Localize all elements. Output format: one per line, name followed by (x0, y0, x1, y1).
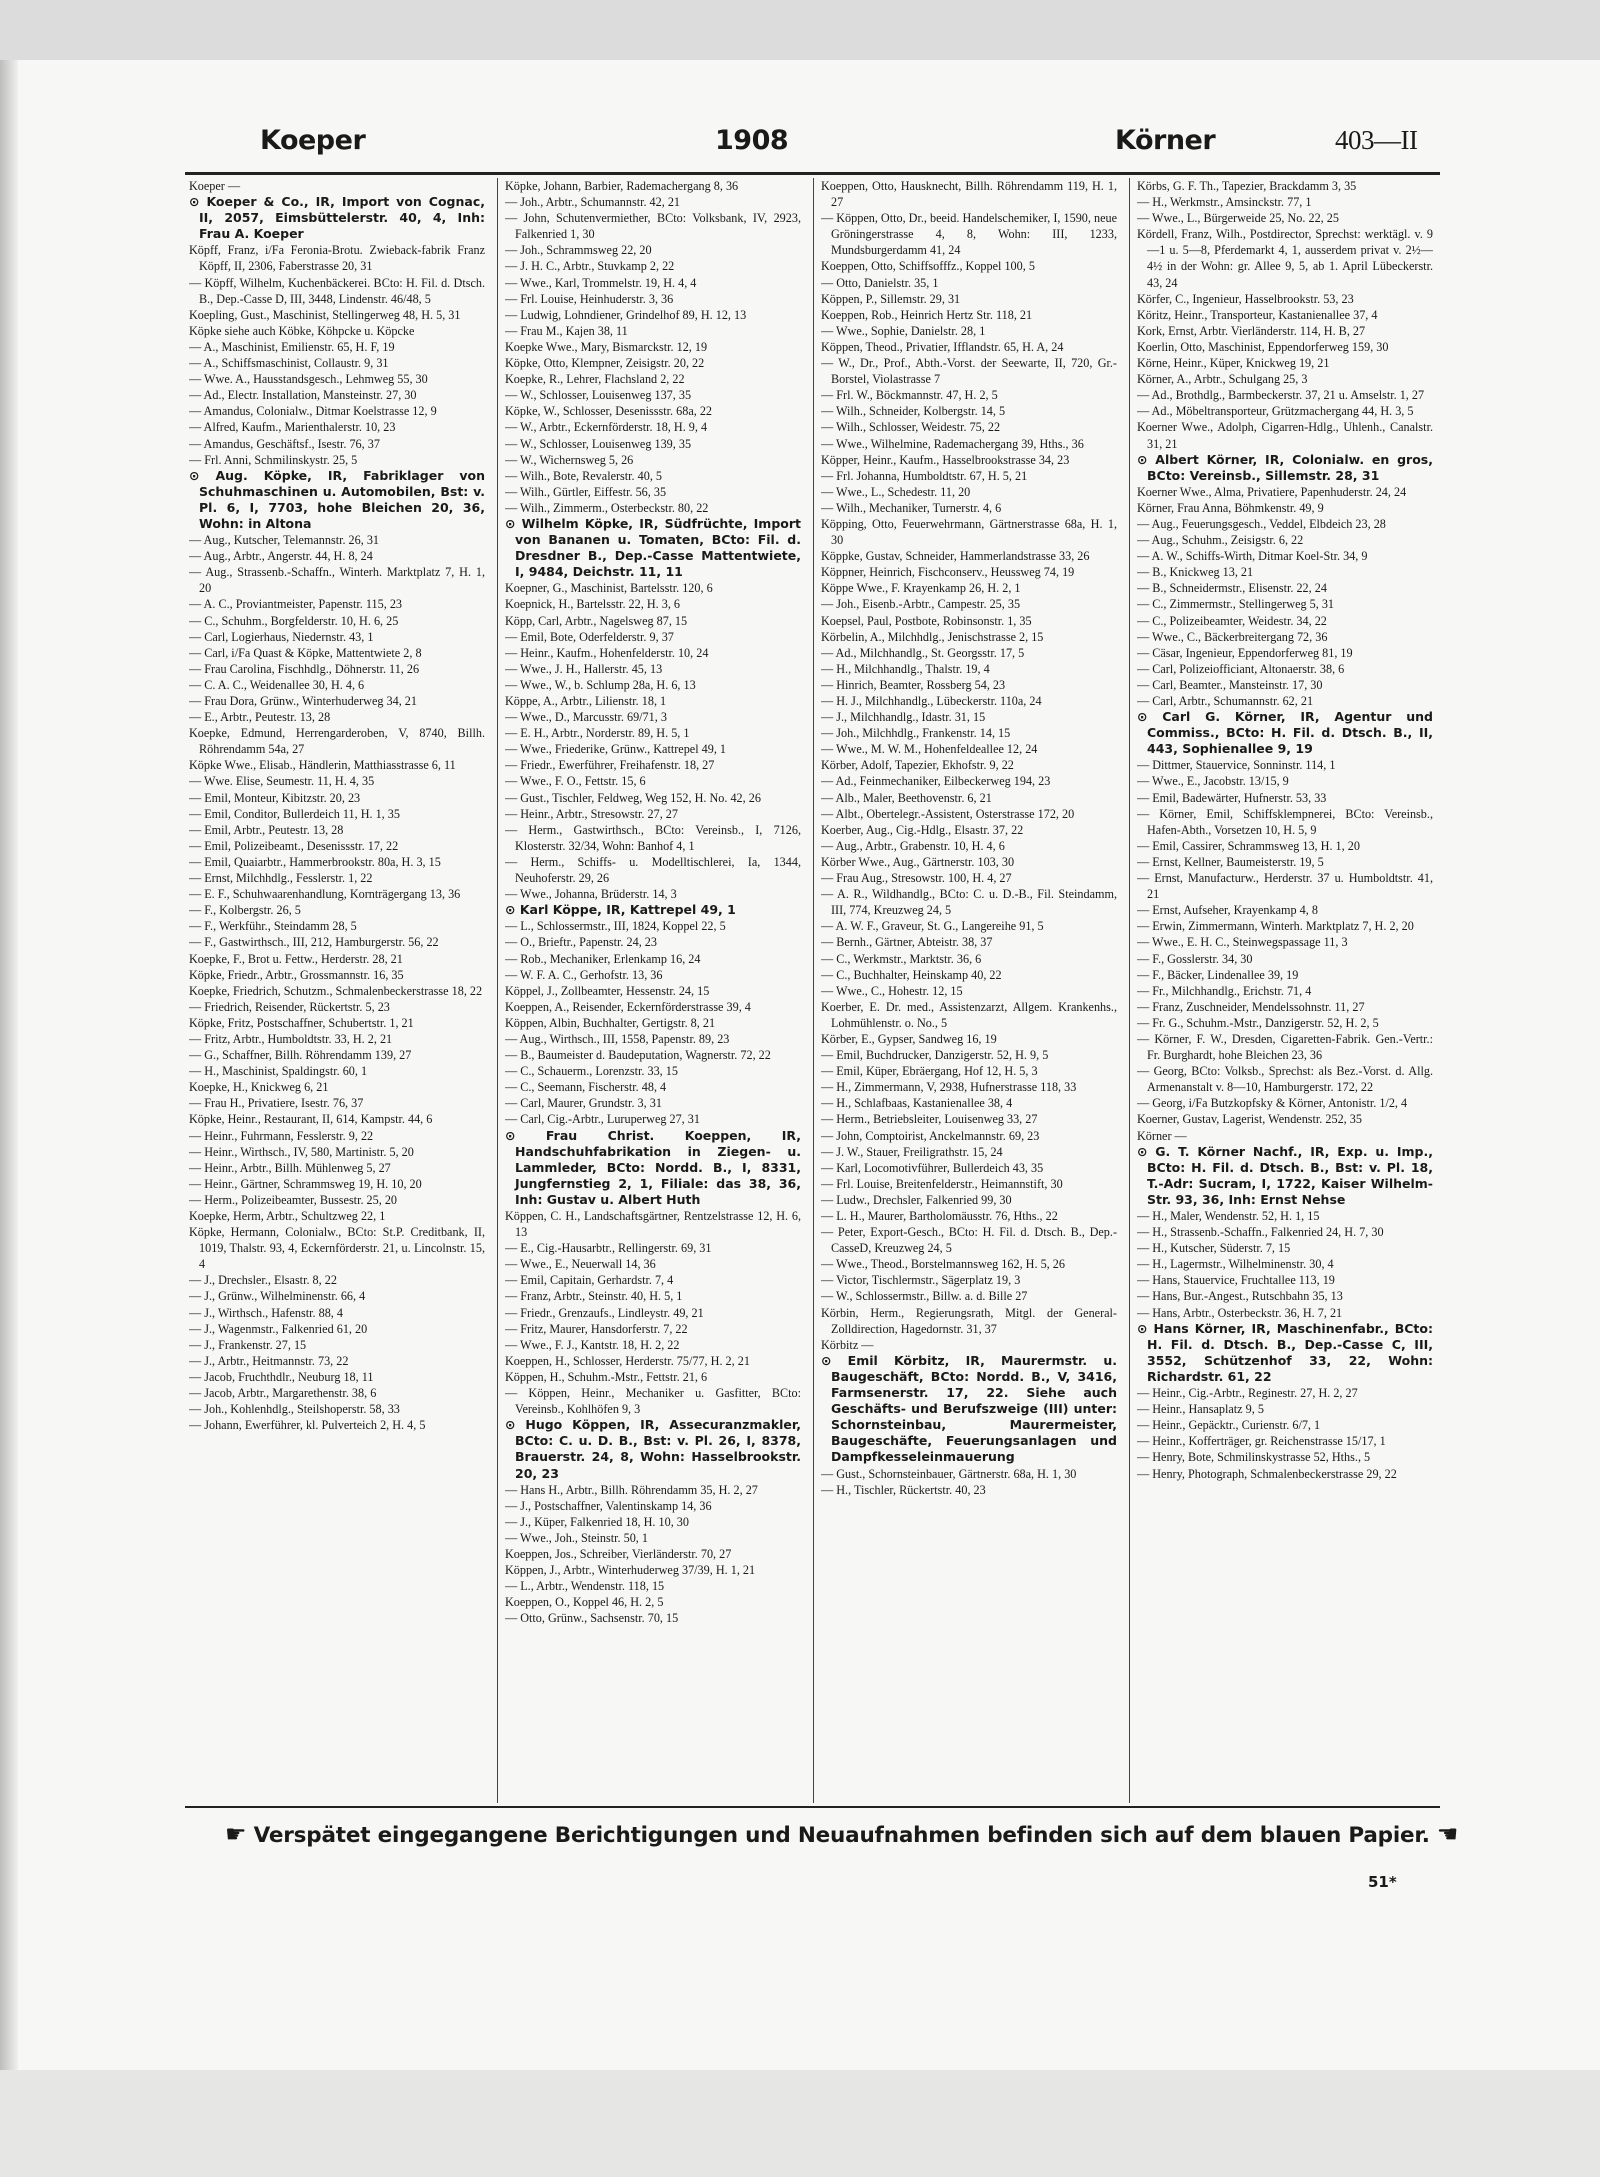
directory-entry: Köpp, Carl, Arbtr., Nagelsweg 87, 15 (505, 613, 688, 628)
directory-entry: — Frl. Louise, Breitenfelderstr., Heimannstift, 30 (821, 1176, 1063, 1191)
directory-entry: — L. H., Maurer, Bartholomäusstr. 76, Hths., 22 (821, 1209, 1058, 1223)
directory-entry: — Ernst, Manufacturw., Herderstr. 37 u. Humboldtstr. 41, 21 (1137, 871, 1433, 902)
directory-entry: — Georg, i/Fa Butzkopfsky & Körner, Antonistr. 1/2, 4 (1137, 1096, 1408, 1111)
directory-entry: — Emil, Cassirer, Schrammsweg 13, H. 1, 20 (1137, 838, 1360, 853)
directory-entry: — J., Drechsler., Elsastr. 8, 22 (189, 1273, 337, 1288)
directory-entry: — Wwe., E., Neuerwall 14, 36 (505, 1257, 656, 1272)
directory-entry: — H., Lagermstr., Wilhelminenstr. 30, 4 (1137, 1257, 1334, 1272)
directory-entry: — F., Kolbergstr. 26, 5 (189, 903, 301, 918)
directory-entry: ⊙ Karl Köppe, IR, Kattrepel 49, 1 (505, 902, 736, 918)
directory-entry: — Frau Carolina, Fischhdlg., Döhnerstr. 11, 26 (189, 661, 420, 676)
directory-entry: — L., Arbtr., Wendenstr. 118, 15 (505, 1579, 665, 1594)
directory-entry: — Aug., Feuerungsgesch., Veddel, Elbdeich 23, 28 (1137, 516, 1386, 531)
directory-entry: Koeppen, O., Koppel 46, H. 2, 5 (505, 1595, 664, 1610)
directory-entry: Köppen, J., Arbtr., Winterhuderweg 37/39, H. 1, 21 (505, 1563, 756, 1578)
directory-entry: Köpke, Johann, Barbier, Rademachergang 8, 36 (505, 179, 739, 193)
directory-entry: — Friedr., Ewerführer, Freihafenstr. 18, 27 (505, 758, 715, 773)
directory-entry: — J., Wirthsch., Hafenstr. 88, 4 (189, 1305, 343, 1320)
directory-entry: — C., Zimmermstr., Stellingerweg 5, 31 (1137, 597, 1335, 612)
directory-entry: — Frau Aug., Stresowstr. 100, H. 4, 27 (821, 871, 1012, 886)
directory-entry: — Herm., Betriebsleiter, Louisenweg 33, 27 (821, 1112, 1038, 1127)
directory-entry: ⊙ Emil Körbitz, IR, Maurermstr. u. Baugeschäft, BCto: Nordd. B., V, 3416, Farmsenerstr. 17, 22. Siehe auch Geschäfts- und Berufszweige (III) unter: Schornsteinbau, Maurermeister, Baugeschäfte, Feuerungsanlagen und Dampfkesseleinmauerung (821, 1352, 1117, 1465)
directory-entry: — Wilh., Schlosser, Weidestr. 75, 22 (821, 420, 1001, 435)
directory-entry: Koepling, Gust., Maschinist, Stellingerweg 48, H. 5, 31 (189, 307, 461, 322)
directory-entry: — Wwe., Johanna, Brüderstr. 14, 3 (505, 887, 677, 902)
book-spine-shadow (0, 60, 18, 2070)
directory-entry: — C., Buchhalter, Heinskamp 40, 22 (821, 967, 1002, 982)
directory-entry: — Emil, Bote, Oderfelderstr. 9, 37 (505, 629, 674, 644)
directory-column-4 (1137, 178, 1433, 1803)
directory-entry: — Wwe., E. H. C., Steinwegspassage 11, 3 (1137, 935, 1348, 950)
directory-entry: Köppel, J., Zollbeamter, Hessenstr. 24, 15 (505, 983, 710, 998)
directory-entry: Körner, Frau Anna, Böhmkenstr. 49, 9 (1137, 500, 1324, 515)
directory-entry: ⊙ G. T. Körner Nachf., IR, Exp. u. Imp., BCto: H. Fil. d. Dtsch. B., Bst: v. Pl. 18, T.-Adr: Sucram, I, 1722, Kaiser Wilhelm-Str. 93, 36, Inh: Ernst Nehse (1137, 1143, 1433, 1207)
directory-entry: — C., Schuhm., Borgfelderstr. 10, H. 6, 25 (189, 613, 399, 628)
directory-entry: — Wilh., Mechaniker, Turnerstr. 4, 6 (821, 500, 1002, 515)
directory-entry: — Victor, Tischlermstr., Sägerplatz 19, 3 (821, 1273, 1021, 1288)
directory-entry: — Joh., Schrammsweg 22, 20 (505, 243, 652, 258)
directory-entry: Körbitz — (821, 1337, 874, 1352)
directory-entry: — F., Werkführ., Steindamm 28, 5 (189, 919, 357, 934)
directory-entry: — Wwe., Joh., Steinstr. 50, 1 (505, 1530, 648, 1545)
directory-entry: — Ad., Möbeltransporteur, Grützmachergang 44, H. 3, 5 (1137, 404, 1414, 419)
directory-entry: Köpke, W., Schlosser, Desenissstr. 68a, 22 (505, 404, 713, 419)
directory-entry: — Emil, Buchdrucker, Danzigerstr. 52, H. 9, 5 (821, 1048, 1049, 1063)
directory-entry: — Wilh., Bote, Revalerstr. 40, 5 (505, 468, 663, 483)
directory-entry: — J., Wagenmstr., Falkenried 61, 20 (189, 1321, 368, 1336)
directory-entry: — Wwe., F. J., Kantstr. 18, H. 2, 22 (505, 1337, 680, 1352)
directory-entry: Köpper, Heinr., Kaufm., Hasselbrookstrasse 34, 23 (821, 452, 1070, 467)
directory-entry: — Heinr., Fuhrmann, Fesslerstr. 9, 22 (189, 1128, 374, 1143)
directory-entry: — Emil, Küper, Ebräergang, Hof 12, H. 5, 3 (821, 1064, 1038, 1079)
directory-entry: — Ad., Electr. Installation, Mansteinstr. 27, 30 (189, 388, 417, 403)
directory-entry: — Heinr., Kofferträger, gr. Reichenstrasse 15/17, 1 (1137, 1434, 1386, 1449)
directory-entry: — Frau Dora, Grünw., Winterhuderweg 34, 21 (189, 694, 417, 708)
directory-entry: — Carl, Arbtr., Schumannstr. 62, 21 (1137, 694, 1314, 708)
directory-entry: — John, Schutenvermiether, BCto: Volksbank, IV, 2923, Falkenried 1, 30 (505, 211, 801, 242)
directory-entry: — Frl. Louise, Heinhuderstr. 3, 36 (505, 291, 674, 306)
directory-entry: — Emil, Capitain, Gerhardstr. 7, 4 (505, 1273, 674, 1288)
pointing-hand-icon: ☛ (1436, 1820, 1459, 1848)
directory-entry: — Alb., Maler, Beethovenstr. 6, 21 (821, 790, 992, 805)
directory-entry: — Wwe., M. W. M., Hohenfeldeallee 12, 24 (821, 742, 1038, 757)
directory-entry: — John, Comptoirist, Anckelmannstr. 69, 23 (821, 1128, 1040, 1143)
directory-entry: Köppen, H., Schuhm.-Mstr., Fettstr. 21, 6 (505, 1369, 708, 1384)
directory-entry: — Henry, Bote, Schmilinskystrasse 52, Hths., 5 (1137, 1450, 1371, 1465)
directory-entry: — J. H. C., Arbtr., Stuvkamp 2, 22 (505, 259, 675, 274)
directory-entry: — Frl. Anni, Schmilinskystr. 25, 5 (189, 452, 358, 467)
directory-entry: — Georg, BCto: Volksb., Sprechst: als Bez.-Vorst. d. Allg. Armenanstalt v. 8—10, Hamburgerstr. 172, 22 (1137, 1064, 1433, 1095)
directory-entry: — Körner, Emil, Schiffsklempnerei, BCto: Vereinsb., Hafen-Abth., Vorsetzen 10, H. 5, 9 (1137, 806, 1433, 837)
directory-entry: — Carl, Beamter., Mansteinstr. 17, 30 (1137, 677, 1323, 692)
directory-entry: — E., Cig.-Hausarbtr., Rellingerstr. 69, 31 (505, 1241, 712, 1256)
directory-entry: — A., Schiffsmaschinist, Collaustr. 9, 31 (189, 356, 389, 371)
directory-entry: — Carl, Cig.-Arbtr., Luruperweg 27, 31 (505, 1112, 700, 1127)
directory-entry: — H., Schlafbaas, Kastanienallee 38, 4 (821, 1096, 1013, 1111)
directory-entry: Kördell, Franz, Wilh., Postdirector, Sprechst: werktägl. v. 9—1 u. 5—8, Pferdemarkt 4, 1, ausserdem privat v. 2½—4½ in der Wohn: gr. Allee 9, 5, ab 1. April Lübeckerstr. 43, 24 (1137, 227, 1433, 290)
header-first-entry: Koeper (260, 125, 366, 156)
directory-entry: Körber, E., Gypser, Sandweg 16, 19 (821, 1031, 997, 1046)
directory-entry: — Frau H., Privatiere, Isestr. 76, 37 (189, 1096, 364, 1111)
directory-entry: Körfer, C., Ingenieur, Hasselbrookstr. 53, 23 (1137, 291, 1354, 306)
footer-rule (185, 1806, 1440, 1808)
directory-entry: — Aug., Schuhm., Zeisigstr. 6, 22 (1137, 533, 1304, 548)
directory-entry: — Aug., Arbtr., Grabenstr. 10, H. 4, 6 (821, 838, 1005, 853)
directory-entry: — H., Tischler, Rückertstr. 40, 23 (821, 1482, 986, 1497)
directory-entry: Koeppen, Jos., Schreiber, Vierländerstr. 70, 27 (505, 1546, 732, 1561)
directory-entry: — Erwin, Zimmermann, Winterh. Marktplatz 7, H. 2, 20 (1137, 919, 1414, 934)
directory-entry: Körner — (1137, 1128, 1187, 1143)
directory-entry: — H., Kutscher, Süderstr. 7, 15 (1137, 1241, 1291, 1256)
directory-entry: Koepsel, Paul, Postbote, Robinsonstr. 1, 35 (821, 613, 1032, 628)
directory-entry: Köpke Wwe., Elisab., Händlerin, Matthiasstrasse 6, 11 (189, 758, 456, 773)
directory-entry: — Karl, Locomotivführer, Bullerdeich 43, 35 (821, 1160, 1044, 1175)
directory-entry: — Hans, Stauervice, Fruchtallee 113, 19 (1137, 1273, 1335, 1288)
directory-entry: ⊙ Koeper & Co., IR, Import von Cognac, II, 2057, Eimsbüttelerstr. 40, 4, Inh: Frau A. Koeper (189, 194, 485, 242)
column-divider (497, 178, 498, 1803)
directory-entry: — B., Knickweg 13, 21 (1137, 565, 1254, 580)
directory-entry: — G., Schaffner, Billh. Röhrendamm 139, 27 (189, 1048, 412, 1063)
directory-entry: — Henry, Photograph, Schmalenbeckerstrasse 29, 22 (1137, 1466, 1397, 1481)
directory-entry: — Joh., Eisenb.-Arbtr., Campestr. 25, 35 (821, 597, 1021, 612)
directory-entry: — J., Frankenstr. 27, 15 (189, 1337, 307, 1352)
directory-entry: Köppner, Heinrich, Fischconserv., Heussweg 74, 19 (821, 565, 1075, 580)
directory-entry: — Fr., Milchhandlg., Erichstr. 71, 4 (1137, 983, 1312, 998)
directory-entry: — Carl, Maurer, Grundstr. 3, 31 (505, 1096, 662, 1111)
directory-entry: — H., Zimmermann, V, 2938, Hufnerstrasse 118, 33 (821, 1080, 1077, 1095)
directory-column-2 (505, 178, 801, 1803)
directory-entry: — J., Grünw., Wilhelminenstr. 66, 4 (189, 1289, 366, 1304)
directory-entry: — Aug., Arbtr., Angerstr. 44, H. 8, 24 (189, 549, 373, 564)
directory-entry: Koepke, Herm, Arbtr., Schultzweg 22, 1 (189, 1209, 386, 1223)
directory-entry: — Emil, Monteur, Kibitzstr. 20, 23 (189, 790, 361, 805)
directory-entry: — B., Schneidermstr., Elisenstr. 22, 24 (1137, 581, 1327, 596)
directory-entry: Koepke, Edmund, Herrengarderoben, V, 8740, Billh. Röhrendamm 54a, 27 (189, 726, 485, 757)
directory-entry: — W., Schlosser, Louisenweg 137, 35 (505, 388, 692, 403)
directory-entry: — Wwe., W., b. Schlump 28a, H. 6, 13 (505, 677, 696, 692)
directory-entry: — J., Küper, Falkenried 18, H. 10, 30 (505, 1514, 689, 1529)
directory-entry: — Wwe., Sophie, Danielstr. 28, 1 (821, 323, 986, 338)
directory-entry: — H., Strassenb.-Schaffn., Falkenried 24, H. 7, 30 (1137, 1225, 1384, 1240)
directory-entry: — Wwe., C., Hohestr. 12, 15 (821, 983, 963, 998)
directory-entry: Köppen, Albin, Buchhalter, Gertigstr. 8, 21 (505, 1015, 716, 1030)
directory-entry: — W. F. A. C., Gerhofstr. 13, 36 (505, 967, 663, 982)
directory-entry: — Aug., Kutscher, Telemannstr. 26, 31 (189, 533, 380, 548)
directory-entry: — Gust., Tischler, Feldweg, Weg 152, H. No. 42, 26 (505, 790, 761, 805)
directory-entry: — Wwe. Elise, Seumestr. 11, H. 4, 35 (189, 774, 375, 789)
directory-entry: — A. W. F., Graveur, St. G., Langereihe 91, 5 (821, 919, 1044, 934)
directory-entry: — W., Schlossermstr., Billw. a. d. Bille 27 (821, 1289, 1028, 1304)
directory-entry: — Ludwig, Lohndiener, Grindelhof 89, H. 12, 13 (505, 307, 747, 322)
column-divider (813, 178, 814, 1803)
directory-entry: — J., Arbtr., Heitmannstr. 73, 22 (189, 1353, 349, 1368)
directory-entry: ⊙ Frau Christ. Koeppen, IR, Handschuhfabrikation in Ziegen- u. Lammleder, BCto: Nordd. B., I, 8331, Jungfernstieg 2, 1, Filiale: das 38, 36, Inh: Gustav u. Albert Huth (505, 1127, 801, 1207)
column-divider (1129, 178, 1130, 1803)
directory-entry: Koeppen, Rob., Heinrich Hertz Str. 118, 21 (821, 307, 1033, 322)
directory-entry: — Amandus, Colonialw., Ditmar Koelstrasse 12, 9 (189, 404, 437, 419)
directory-entry: — Wwe., D., Marcusstr. 69/71, 3 (505, 710, 667, 725)
directory-entry: ⊙ Carl G. Körner, IR, Agentur und Commiss., BCto: H. Fil. d. Dtsch. B., II, 443, Sophienallee 9, 19 (1137, 709, 1433, 757)
directory-entry: — Ad., Brothdlg., Barmbeckerstr. 37, 21 u. Amselstr. 1, 27 (1137, 388, 1425, 403)
directory-entry: Koepnick, H., Bartelsstr. 22, H. 3, 6 (505, 597, 681, 612)
directory-entry: Köppen, Theod., Privatier, Ifflandstr. 65, H. A, 24 (821, 339, 1064, 354)
directory-entry: Koerber, E. Dr. med., Assistenzarzt, Allgem. Krankenhs., Lohmühlenstr. o. No., 5 (821, 999, 1117, 1030)
directory-entry: Köppe, A., Arbtr., Lilienstr. 18, 1 (505, 694, 667, 708)
directory-entry: — H., Milchhandlg., Thalstr. 19, 4 (821, 661, 990, 676)
directory-entry: — Wwe., Friederike, Grünw., Kattrepel 49, 1 (505, 742, 727, 757)
directory-entry: — Heinr., Arbtr., Stresowstr. 27, 27 (505, 806, 678, 821)
directory-entry: — H., Maler, Wendenstr. 52, H. 1, 15 (1137, 1209, 1320, 1223)
directory-entry: ⊙ Aug. Köpke, IR, Fabriklager von Schuhmaschinen u. Automobilen, Bst: v. Pl. 6, I, 7703, hohe Bleichen 20, 36, Wohn: in Altona (189, 467, 485, 531)
directory-entry: — Carl, i/Fa Quast & Köpke, Mattentwiete 2, 8 (189, 645, 422, 660)
directory-entry: — C. A. C., Weidenallee 30, H. 4, 6 (189, 677, 365, 692)
directory-entry: — Ernst, Milchhdlg., Fesslerstr. 1, 22 (189, 871, 373, 886)
header-rule (185, 172, 1440, 175)
directory-entry: Koerner Wwe., Adolph, Cigarren-Hdlg., Uhlenh., Canalstr. 31, 21 (1137, 420, 1433, 451)
directory-entry: Körbs, G. F. Th., Tapezier, Brackdamm 3, 35 (1137, 179, 1357, 193)
directory-entry: — Otto, Grünw., Sachsenstr. 70, 15 (505, 1611, 679, 1626)
directory-entry: Koeppen, H., Schlosser, Herderstr. 75/77, H. 2, 21 (505, 1353, 750, 1368)
directory-entry: — Joh., Milchhdlg., Frankenstr. 14, 15 (821, 726, 1011, 741)
directory-entry: Köpping, Otto, Feuerwehrmann, Gärtnerstrasse 68a, H. 1, 30 (821, 516, 1117, 548)
directory-entry: — Ludw., Drechsler, Falkenried 99, 30 (821, 1192, 1012, 1207)
directory-entry: — Aug., Strassenb.-Schaffn., Winterh. Marktplatz 7, H. 1, 20 (189, 565, 485, 596)
directory-entry: — Wwe., J. H., Hallerstr. 45, 13 (505, 661, 663, 676)
directory-entry: — Herm., Polizeibeamter, Bussestr. 25, 20 (189, 1192, 398, 1207)
directory-entry: — Wwe., L., Schedestr. 11, 20 (821, 484, 971, 499)
directory-entry: Köppen, P., Sillemstr. 29, 31 (821, 291, 961, 306)
directory-entry: — A. C., Proviantmeister, Papenstr. 115, 23 (189, 597, 403, 612)
directory-entry: — Wwe., Theod., Borstelmannsweg 162, H. 5, 26 (821, 1257, 1065, 1272)
directory-entry: — Ernst, Kellner, Baumeisterstr. 19, 5 (1137, 854, 1324, 869)
directory-entry: — Heinr., Hansaplatz 9, 5 (1137, 1402, 1264, 1417)
directory-entry: Köpke, Fritz, Postschaffner, Schubertstr. 1, 21 (189, 1015, 414, 1030)
directory-entry: Kork, Ernst, Arbtr. Vierländerstr. 114, H. B, 27 (1137, 323, 1366, 338)
directory-entry: — Wwe., Karl, Trommelstr. 19, H. 4, 4 (505, 275, 697, 290)
directory-entry: — Ad., Feinmechaniker, Eilbeckerweg 194, 23 (821, 774, 1051, 789)
directory-entry: — Heinr., Wirthsch., IV, 580, Martinistr. 5, 20 (189, 1144, 414, 1159)
directory-entry: — A., Maschinist, Emilienstr. 65, H. F, 19 (189, 339, 395, 354)
directory-entry: Köritz, Heinr., Transporteur, Kastanienallee 37, 4 (1137, 307, 1378, 322)
directory-entry: — Hinrich, Beamter, Rossberg 54, 23 (821, 677, 1006, 692)
directory-entry: — J. W., Stauer, Freiligrathstr. 15, 24 (821, 1144, 1003, 1159)
directory-entry: — Dittmer, Stauervice, Sonninstr. 114, 1 (1137, 758, 1336, 773)
directory-entry: — H. J., Milchhandlg., Lübeckerstr. 110a, 24 (821, 694, 1042, 708)
page-header (190, 125, 1440, 165)
directory-entry: — Herm., Gastwirthsch., BCto: Vereinsb., I, 7126, Klosterstr. 32/34, Wohn: Banhof 4, 1 (505, 822, 801, 853)
directory-entry: Körber, Adolf, Tapezier, Ekhofstr. 9, 22 (821, 758, 1014, 773)
directory-entry: ⊙ Hans Körner, IR, Maschinenfabr., BCto: H. Fil. d. Dtsch. B., Dep.-Casse C, III, 3552, Schützenhof 33, 22, Wohn: Richardstr. 61, 22 (1137, 1320, 1433, 1384)
directory-entry: — Gust., Schornsteinbauer, Gärtnerstr. 68a, H. 1, 30 (821, 1466, 1077, 1481)
directory-entry: — E. F., Schuhwaarenhandlung, Kornträgergang 13, 36 (189, 887, 461, 902)
directory-entry: — Otto, Danielstr. 35, 1 (821, 275, 939, 290)
directory-entry: — L., Schlossermstr., III, 1824, Koppel 22, 5 (505, 919, 726, 934)
directory-entry: Köpke siehe auch Köbke, Köhpcke u. Köpcke (189, 323, 415, 338)
directory-entry: — Emil, Arbtr., Peutestr. 13, 28 (189, 822, 344, 837)
directory-entry: — F., Bäcker, Lindenallee 39, 19 (1137, 967, 1299, 982)
directory-entry: — Heinr., Gärtner, Schrammsweg 19, H. 10, 20 (189, 1176, 422, 1191)
notice-text: Verspätet eingegangene Berichtigungen und Neuaufnahmen befinden sich auf dem blauen Papier. (253, 1823, 1430, 1848)
directory-entry: — Peter, Export-Gesch., BCto: H. Fil. d. Dtsch. B., Dep.-CasseD, Kreuzweg 24, 5 (821, 1225, 1117, 1256)
directory-entry: — Franz, Zuschneider, Mendelssohnstr. 11, 27 (1137, 999, 1365, 1014)
scan-bottom-edge (0, 2070, 1600, 2177)
directory-entry: — Friedrich, Reisender, Rückertstr. 5, 23 (189, 999, 390, 1014)
directory-entry: — Emil, Conditor, Bullerdeich 11, H. 1, 35 (189, 806, 400, 821)
pointing-hand-icon: ☛ (225, 1820, 247, 1848)
directory-entry: Koerner, Gustav, Lagerist, Wendenstr. 252, 35 (1137, 1112, 1362, 1127)
directory-entry: Koepke, R., Lehrer, Flachsland 2, 22 (505, 372, 685, 387)
directory-entry: Köppe Wwe., F. Krayenkamp 26, H. 2, 1 (821, 581, 1021, 596)
directory-entry: Körbelin, A., Milchhdlg., Jenischstrasse 2, 15 (821, 629, 1044, 644)
directory-entry: Koepke, H., Knickweg 6, 21 (189, 1080, 329, 1095)
directory-entry: — Jacob, Arbtr., Margarethenstr. 38, 6 (189, 1386, 377, 1401)
directory-entry: — Carl, Logierhaus, Niedernstr. 43, 1 (189, 629, 374, 644)
directory-entry: — Wilh., Gürtler, Eiffestr. 56, 35 (505, 484, 667, 499)
directory-entry: — Emil, Badewärter, Hufnerstr. 53, 33 (1137, 790, 1327, 805)
directory-entry: — Bernh., Gärtner, Abteistr. 38, 37 (821, 935, 993, 950)
directory-entry: — W., Arbtr., Eckernförderstr. 18, H. 9, 4 (505, 420, 708, 435)
directory-entry: — Joh., Kohlenhdlg., Steilshoperstr. 58, 33 (189, 1402, 400, 1417)
directory-entry: — Wwe. A., Hausstandsgesch., Lehmweg 55, 30 (189, 372, 428, 387)
directory-entry: — Körner, F. W., Dresden, Cigaretten-Fabrik. Gen.-Vertr.: Fr. Burghardt, hohe Bleichen 23, 36 (1137, 1031, 1433, 1063)
scan-top-edge (0, 0, 1600, 60)
directory-entry: — Ad., Milchhandlg., St. Georgsstr. 17, 5 (821, 645, 1025, 660)
directory-entry: — Emil, Polizeibeamt., Desenissstr. 17, 22 (189, 838, 399, 853)
directory-entry: — Wilh., Schneider, Kolbergstr. 14, 5 (821, 404, 1006, 419)
directory-entry: — Amandus, Geschäftsf., Isestr. 76, 37 (189, 436, 380, 451)
directory-entry: — A. R., Wildhandlg., BCto: C. u. D.-B., Fil. Steindamm, III, 774, Kreuzweg 24, 5 (821, 887, 1117, 918)
directory-entry: Köpke, Hermann, Colonialw., BCto: St.P. Creditbank, II, 1019, Thalstr. 93, 4, Eckernförderstr. 21, u. Lincolnstr. 15, 4 (189, 1225, 485, 1272)
footer-notice (225, 1820, 1459, 1860)
directory-entry: — Hans, Bur.-Angest., Rutschbahn 35, 13 (1137, 1289, 1343, 1304)
directory-entry: — C., Polizeibeamter, Weidestr. 34, 22 (1137, 613, 1327, 628)
directory-entry: Koepke Wwe., Mary, Bismarckstr. 12, 19 (505, 339, 708, 354)
directory-entry: Koepner, G., Maschinist, Bartelsstr. 120, 6 (505, 581, 713, 596)
directory-entry: Koerber, Aug., Cig.-Hdlg., Elsastr. 37, 22 (821, 822, 1024, 837)
directory-entry: Köpff, Franz, i/Fa Feronia-Brotu. Zwieback-fabrik Franz Köpff, II, 2306, Faberstrasse 20, 31 (189, 243, 485, 274)
directory-entry: — J., Postschaffner, Valentinskamp 14, 36 (505, 1498, 712, 1513)
directory-entry: ⊙ Albert Körner, IR, Colonialw. en gros, BCto: Vereinsb., Sillemstr. 28, 31 (1137, 451, 1433, 483)
directory-entry: — Heinr., Gepäcktr., Curienstr. 6/7, 1 (1137, 1418, 1321, 1433)
directory-entry: Koerlin, Otto, Maschinist, Eppendorferweg 159, 30 (1137, 339, 1389, 354)
directory-entry: — C., Seemann, Fischerstr. 48, 4 (505, 1080, 667, 1095)
directory-entry: Koepke, Friedrich, Schutzm., Schmalenbeckerstrasse 18, 22 (189, 983, 483, 998)
directory-entry: — Jacob, Fruchthdlr., Neuburg 18, 11 (189, 1369, 374, 1384)
directory-entry: — F., Gastwirthsch., III, 212, Hamburgerstr. 56, 22 (189, 935, 439, 950)
directory-entry: — Joh., Arbtr., Schumannstr. 42, 21 (505, 195, 681, 210)
directory-entry: — Emil, Quaiarbtr., Hammerbrookstr. 80a, H. 3, 15 (189, 854, 441, 869)
directory-entry: — Wilh., Zimmerm., Osterbeckstr. 80, 22 (505, 500, 709, 515)
directory-column-1 (189, 178, 485, 1803)
directory-entry: — W., Wichernsweg 5, 26 (505, 452, 634, 467)
directory-entry: — Wwe., F. O., Fettstr. 15, 6 (505, 774, 646, 789)
directory-entry: — A. W., Schiffs-Wirth, Ditmar Koel-Str. 34, 9 (1137, 549, 1368, 564)
directory-entry: — Wwe., C., Bäckerbreitergang 72, 36 (1137, 629, 1328, 644)
directory-entry: Koeppen, A., Reisender, Eckernförderstrasse 39, 4 (505, 999, 751, 1014)
directory-entry: — Johann, Ewerführer, kl. Pulverteich 2, H. 4, 5 (189, 1418, 426, 1433)
directory-entry: — E., Arbtr., Peutestr. 13, 28 (189, 710, 331, 725)
directory-entry: Koeppen, Otto, Hausknecht, Billh. Röhrendamm 119, H. 1, 27 (821, 179, 1117, 210)
directory-entry: — Hans, Arbtr., Osterbeckstr. 36, H. 7, 21 (1137, 1305, 1343, 1320)
directory-entry: — Heinr., Cig.-Arbtr., Reginestr. 27, H. 2, 27 (1137, 1386, 1358, 1401)
directory-entry: Koeppen, Otto, Schiffsofffz., Koppel 100, 5 (821, 259, 1035, 274)
header-year: 1908 (715, 125, 789, 156)
directory-entry: Koeper — (189, 179, 241, 193)
directory-entry: — Albt., Obertelegr.-Assistent, Osterstrasse 172, 20 (821, 806, 1075, 821)
directory-entry: — Frau M., Kajen 38, 11 (505, 323, 628, 338)
directory-entry: Köpke, Heinr., Restaurant, II, 614, Kampstr. 44, 6 (189, 1112, 433, 1127)
directory-entry: — Frl. W., Böckmannstr. 47, H. 2, 5 (821, 388, 998, 403)
directory-entry: — Cäsar, Ingenieur, Eppendorferweg 81, 19 (1137, 645, 1353, 660)
directory-entry: — Köppen, Heinr., Mechaniker u. Gasfitter, BCto: Vereinsb., Kohlhöfen 9, 3 (505, 1386, 801, 1417)
directory-entry: — Alfred, Kaufm., Marienthalerstr. 10, 23 (189, 420, 396, 435)
directory-entry: — E. H., Arbtr., Norderstr. 89, H. 5, 1 (505, 726, 690, 741)
directory-entry: — Köppen, Otto, Dr., beeid. Handelschemiker, I, 1590, neue Gröningerstrasse 4, 8, Wohn: III, 1233, Mundsburgerdamm 41, 24 (821, 211, 1117, 258)
sheet-signature: 51* (1368, 1873, 1397, 1891)
directory-entry: — J., Milchhandlg., Idastr. 31, 15 (821, 710, 986, 725)
directory-entry: — Heinr., Kaufm., Hohenfelderstr. 10, 24 (505, 645, 709, 660)
directory-entry: Koepke, F., Brot u. Fettw., Herderstr. 28, 21 (189, 951, 403, 966)
directory-entry: — Aug., Wirthsch., III, 1558, Papenstr. 89, 23 (505, 1031, 730, 1046)
directory-entry: — Herm., Schiffs- u. Modelltischlerei, Ia, 1344, Neuhoferstr. 29, 26 (505, 854, 801, 886)
directory-entry: — W., Schlosser, Louisenweg 139, 35 (505, 436, 692, 451)
directory-entry: — F., Gosslerstr. 34, 30 (1137, 951, 1253, 966)
directory-entry: — Frl. Johanna, Humboldtstr. 67, H. 5, 21 (821, 468, 1028, 483)
directory-entry: — B., Baumeister d. Baudeputation, Wagnerstr. 72, 22 (505, 1048, 771, 1063)
directory-entry: Köppen, C. H., Landschaftsgärtner, Rentzelstrasse 12, H. 6, 13 (505, 1209, 801, 1240)
directory-entry: — C., Schauerm., Lorenzstr. 33, 15 (505, 1064, 678, 1079)
directory-entry: — Heinr., Arbtr., Billh. Mühlenweg 5, 27 (189, 1160, 391, 1175)
directory-entry: — Friedr., Grenzaufs., Lindleystr. 49, 21 (505, 1305, 704, 1320)
directory-entry: Köpke, Otto, Klempner, Zeisigstr. 20, 22 (505, 356, 705, 371)
directory-entry: — Wwe., Wilhelmine, Rademachergang 39, Hths., 36 (821, 436, 1084, 451)
page-number: 403—II (1335, 125, 1418, 155)
directory-entry: — Carl, Polizeiofficiant, Altonaerstr. 38, 6 (1137, 661, 1345, 676)
directory-entry: — Ernst, Aufseher, Krayenkamp 4, 8 (1137, 903, 1318, 918)
directory-entry: — Fritz, Maurer, Hansdorferstr. 7, 22 (505, 1321, 688, 1336)
directory-entry: — Hans H., Arbtr., Billh. Röhrendamm 35, H. 2, 27 (505, 1482, 758, 1497)
directory-entry: — Wwe., L., Bürgerweide 25, No. 22, 25 (1137, 211, 1339, 226)
directory-entry: ⊙ Wilhelm Köpke, IR, Südfrüchte, Import von Bananen u. Tomaten, BCto: Fil. d. Dresdner B., Dep.-Casse Mattentwiete, I, 9484, Deichstr. 11, 11 (505, 515, 801, 580)
directory-entry: ⊙ Hugo Köppen, IR, Assecuranzmakler, BCto: C. u. D. B., Bst: v. Pl. 26, I, 8378, Brauerstr. 24, 8, Wohn: Hasselbrookstr. 20, 23 (505, 1417, 801, 1481)
directory-entry: Körber Wwe., Aug., Gärtnerstr. 103, 30 (821, 854, 1015, 869)
directory-entry: Körbin, Herm., Regierungsrath, Mitgl. der General-Zolldirection, Hagedornstr. 31, 37 (821, 1305, 1117, 1336)
header-last-entry: Körner (1115, 125, 1216, 156)
directory-entry: — Fr. G., Schuhm.-Mstr., Danzigerstr. 52, H. 2, 5 (1137, 1015, 1379, 1030)
directory-entry: — Franz, Arbtr., Steinstr. 40, H. 5, 1 (505, 1289, 683, 1304)
directory-entry: Körner, A., Arbtr., Schulgang 25, 3 (1137, 372, 1308, 387)
directory-entry: Körne, Heinr., Küper, Knickweg 19, 21 (1137, 356, 1330, 371)
directory-entry: — W., Dr., Prof., Abth.-Vorst. der Seewarte, II, 720, Gr.-Borstel, Violastrasse 7 (821, 356, 1117, 387)
directory-entry: — H., Werkmstr., Amsinckstr. 77, 1 (1137, 195, 1312, 210)
directory-entry: — O., Brieftr., Papenstr. 24, 23 (505, 935, 657, 950)
directory-entry: — H., Maschinist, Spaldingstr. 60, 1 (189, 1064, 368, 1079)
directory-entry: — C., Werkmstr., Marktstr. 36, 6 (821, 951, 982, 966)
directory-entry: Köpke, Friedr., Arbtr., Grossmannstr. 16, 35 (189, 967, 404, 982)
directory-column-3 (821, 178, 1117, 1803)
directory-entry: — Wwe., E., Jacobstr. 13/15, 9 (1137, 774, 1289, 789)
directory-entry: — Rob., Mechaniker, Erlenkamp 16, 24 (505, 951, 701, 966)
directory-entry: — Köpff, Wilhelm, Kuchenbäckerei. BCto: H. Fil. d. Dtsch. B., Dep.-Casse D, III, 3448, Lindenstr. 46/48, 5 (189, 275, 485, 306)
directory-entry: — Fritz, Arbtr., Humboldtstr. 33, H. 2, 21 (189, 1031, 393, 1046)
directory-entry: Koerner Wwe., Alma, Privatiere, Papenhuderstr. 24, 24 (1137, 484, 1407, 499)
directory-entry: Köppke, Gustav, Schneider, Hammerlandstrasse 33, 26 (821, 549, 1090, 564)
